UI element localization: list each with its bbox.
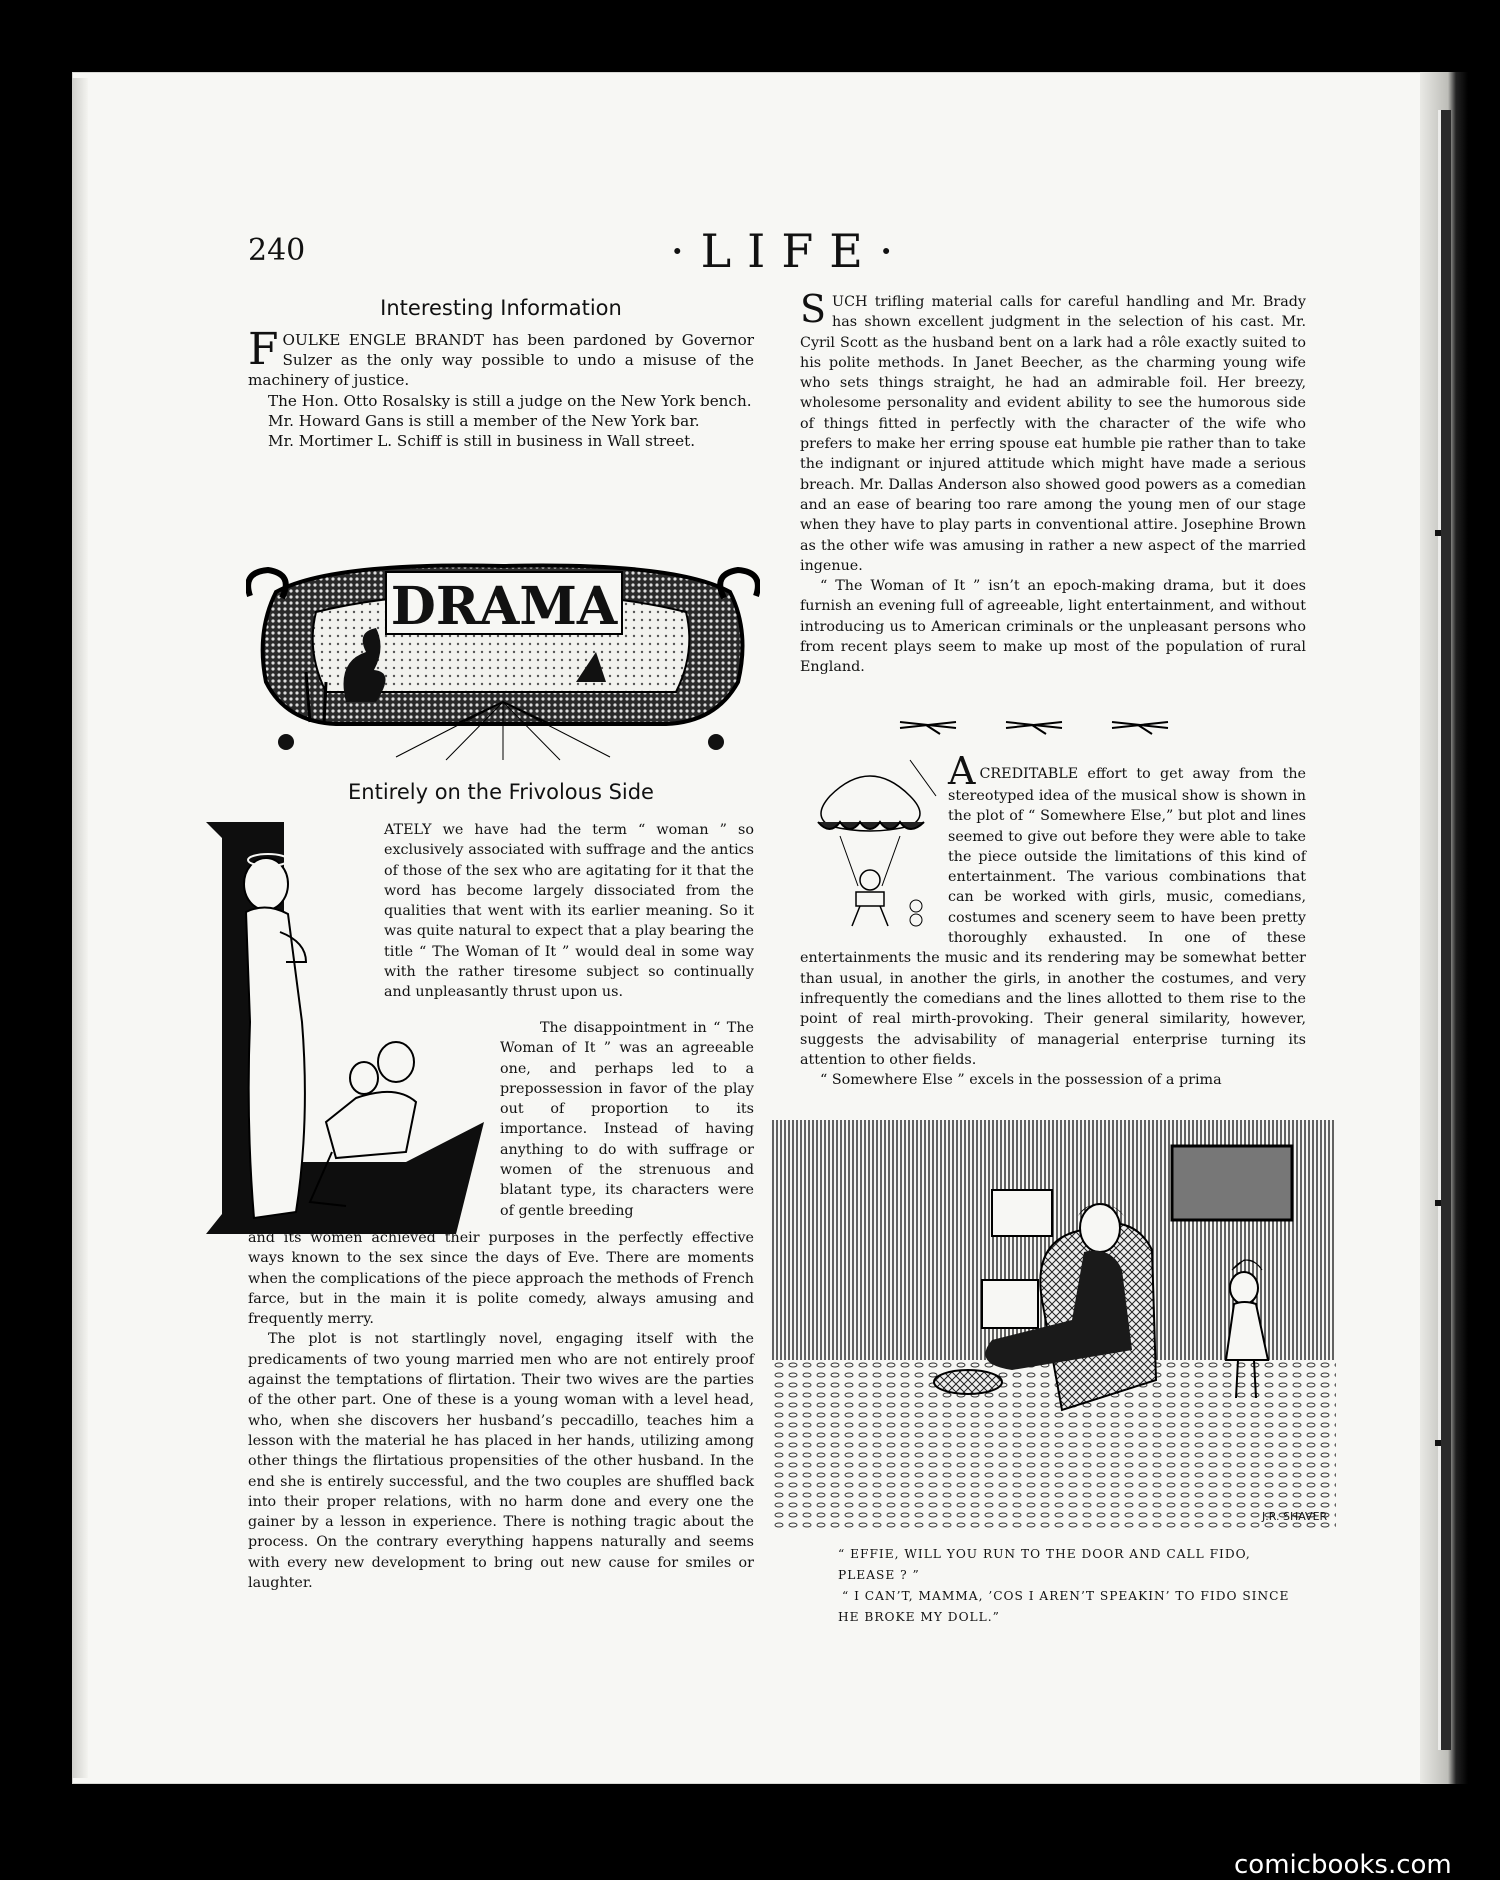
interesting-p4: Mr. Mortimer L. Schiff is still in business in Wall street.	[268, 432, 696, 451]
frivolous-p2-cont: and its women achieved their purposes in the perfectly effective ways known to the sex since the days of Eve. There are moments when the complications of the piece approach the methods of French farce, but in the main it is polite comedy, always amusing and frequently merry.	[248, 1230, 754, 1328]
cast-review-p2: “ The Woman of It ” isn’t an epoch-making drama, but it does furnish an evening full of agreeable, light entertainment, and without introducing us to American criminals or the unpleasant persons who from recent plays seem to make up most of the population of rural England.	[800, 578, 1306, 676]
page-curl-shadow	[1420, 72, 1500, 1784]
page-number: 240	[248, 233, 306, 268]
cartoon-caption-line1: “ EFFIE, WILL YOU RUN TO THE DOOR AND CALL FIDO, PLEASE ? ”	[838, 1547, 1251, 1582]
frivolous-p2-column	[500, 1018, 754, 1221]
next-page-edge	[1438, 110, 1451, 1750]
cartoon-illustration	[772, 1120, 1336, 1528]
cast-review	[800, 287, 1306, 678]
frivolous-lower	[248, 1228, 754, 1593]
dropcap-a: A	[948, 749, 976, 793]
interesting-article	[248, 324, 754, 451]
masthead: ·LIFE·	[670, 224, 910, 278]
balloon-sketch-illustration	[800, 756, 940, 938]
page-spine-shadow	[72, 78, 88, 1778]
cartoon-signature: J.R. SHAVER	[1262, 1510, 1328, 1523]
drama-label: DRAMA	[390, 576, 618, 637]
watermark: comicbooks.com	[1234, 1850, 1452, 1880]
cast-review-p1: UCH trifling material calls for careful handling and Mr. Brady has shown excellent judgment in the selection of his cast. Mr. Cyril Scott as the husband bent on a lark had a rôle exactly suited to his polite methods. In Janet Beecher, as the charming young wife who sets things straight, he had an admirable foil. Her breezy, wholesome personality and evident ability to see the humorous side of things fitted in perfectly with the character of the wife who prefers to make her erring spouse eat humble pie rather than to take the indignant or injured attitude which might have made a serious breach. Mr. Dallas Anderson also showed good powers as a comedian and an ease of bearing too rare among the young men of our stage when they have to play parts in conventional attire. Josephine Brown as the other wife was amusing in rather a new aspect of the married ingenue.	[800, 294, 1306, 574]
somewhere-else-p2: “ Somewhere Else ” excels in the possession of a prima	[820, 1072, 1222, 1089]
cartoon-caption-line2: “ I CAN’T, MAMMA, ’COS I AREN’T SPEAKIN’ TO FIDO SINCE HE BROKE MY DOLL.”	[838, 1589, 1290, 1624]
somewhere-else-review	[800, 749, 1306, 1090]
drama-banner-illustration	[246, 552, 760, 762]
interesting-p3: Mr. Howard Gans is still a member of the New York bar.	[268, 411, 700, 430]
frivolous-p2: The disappointment in “ The Woman of It ” was an agreeable one, and perhaps led to a prepossession in favor of the play out of proportion to its importance. Instead of having anything to do with suffrage or women of the strenuous and blatant type, its characters were of gentle breeding	[500, 1020, 754, 1219]
frivolous-lede: ATELY we have had the term “ woman ” so exclusively associated with suffrage and the antics of those of the sex who are agitating for it that the word has become largely dissociated from the qualities that went with its earlier meaning. So it was quite natural to expect that a play bearing the title “ The Woman of It ” would deal in some way with the rather tiresome subject so continually and unpleasantly thrust upon us.	[384, 822, 754, 1001]
interesting-heading: Interesting Information	[380, 296, 622, 320]
frivolous-heading: Entirely on the Frivolous Side	[348, 780, 654, 804]
cartoon-caption	[838, 1544, 1308, 1628]
section-divider-ornament	[896, 716, 1178, 740]
interesting-p2: The Hon. Otto Rosalsky is still a judge on the New York bench.	[268, 391, 752, 410]
frivolous-p3: The plot is not startlingly novel, engaging itself with the predicaments of two young married men who are not entirely proof against the temptations of flirtation. Their two wives are the parties of the other part. One of these is a young woman with a level head, who, when she discovers her husband’s peccadillo, teaches him a lesson with the material he has placed in her hands, utilizing among other things the flirtatious propensities of the other husband. In the end she is entirely successful, and the two couples are shuffled back into their proper relations, with no harm done and every one the gainer by a lesson in experience. There is nothing tragic about the process. On the contrary everything happens naturally and seems with every new development to bring out new cause for smiles or laughter.	[248, 1331, 754, 1592]
dropcap-s: S	[800, 287, 827, 331]
somewhere-else-p1: CREDITABLE effort to get away from the stereotyped idea of the musical show is shown in the plot of “ Somewhere Else,” but plot and lines seemed to give out before they were able to take the piece outside the limitations of this kind of entertainment. The various combinations that can be worked with girls, music, comedians, costumes and scenery seem to have been pretty thoroughly exhausted. In one of these entertainments the music and its rendering may be somewhat better than usual, in another the girls, in another the costumes, and very infrequently the comedians and the lines allotted to them rise to the point of real mirth-provoking. Their general similarity, however, suggests the advisability of managerial enterprise turning its attention to other fields.	[800, 766, 1306, 1068]
interesting-p1: OULKE ENGLE BRANDT has been pardoned by Governor Sulzer as the only way possible to undo a misuse of the machinery of justice.	[248, 331, 754, 390]
dropcap-f: F	[248, 324, 279, 375]
